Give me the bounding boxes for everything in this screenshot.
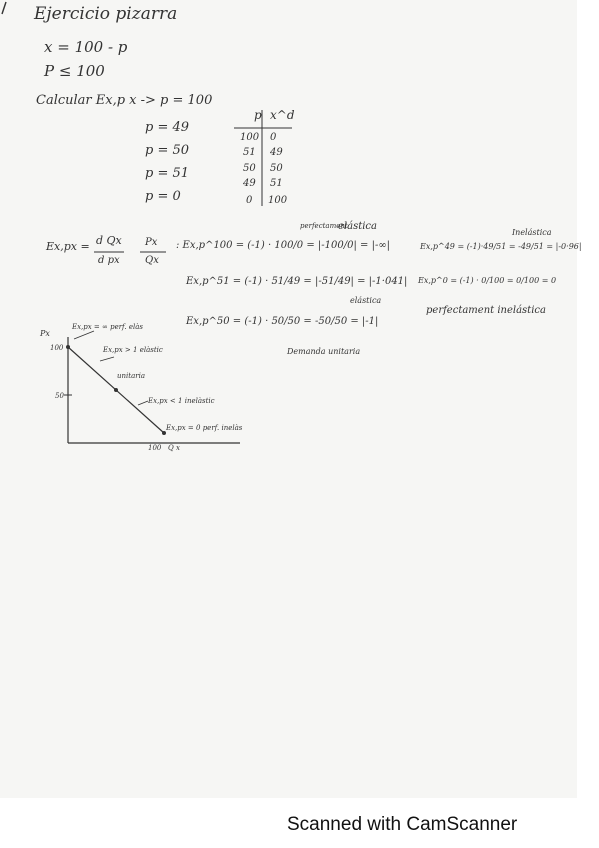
- elasticity-p51: Ex,p^51 = (-1) · 51/49 = |-51/49| = |-1·041|: [186, 276, 408, 287]
- p-value-51: p = 51: [145, 166, 190, 181]
- note-elastic-51: elástica: [350, 296, 382, 305]
- table-cell: 51: [243, 147, 256, 158]
- table-cell: 100: [268, 195, 288, 206]
- note-unit-demand: Demanda unitaria: [287, 347, 361, 356]
- table-cell: 49: [270, 147, 283, 158]
- note-elastic: elástica: [338, 221, 377, 232]
- graph-y-top: 100: [50, 344, 64, 352]
- table-cell: 50: [270, 163, 283, 174]
- table-cell: 50: [243, 163, 256, 174]
- elasticity-formula-lhs: Ex,px =: [46, 240, 90, 253]
- formula-frac1-num: d Qx: [96, 234, 122, 247]
- elasticity-p100: : Ex,p^100 = (-1) · 100/0 = |-100/0| = |-∞|: [176, 240, 391, 251]
- elasticity-p50: Ex,p^50 = (-1) · 50/50 = -50/50 = |-1|: [186, 316, 379, 327]
- graph-label-perfectly-elastic: Ex,px = ∞ perf. elàs: [72, 323, 143, 331]
- p-value-0: p = 0: [145, 189, 181, 204]
- graph-x-axis-label: Q x: [168, 444, 180, 452]
- table-cell: 0: [246, 195, 253, 206]
- camscanner-watermark: Scanned with CamScanner: [287, 814, 518, 835]
- graph-label-perfectly-inelastic: Ex,px = 0 perf. inelàs: [166, 424, 243, 432]
- note-inelastic: Inelástica: [512, 228, 552, 237]
- p-value-50: p = 50: [145, 143, 190, 158]
- equation-price-constraint: P ≤ 100: [44, 62, 105, 80]
- formula-frac2-den: Qx: [145, 255, 159, 266]
- graph-y-axis-label: Px: [40, 329, 50, 338]
- table-cell: 100: [240, 132, 260, 143]
- graph-label-inelastic: Ex,px < 1 inelàstic: [148, 397, 215, 405]
- calc-prompt: Calcular Ex,p x -> p = 100: [36, 93, 213, 108]
- elasticity-p0: Ex,p^0 = (-1) · 0/100 = 0/100 = 0: [418, 276, 557, 285]
- note-perfectly: perfectament: [300, 222, 348, 230]
- table-cell: 49: [243, 178, 256, 189]
- formula-fraction-bars: [94, 250, 170, 254]
- formula-frac2-num: Px: [145, 237, 158, 248]
- graph-y-mid: 50: [55, 392, 64, 400]
- note-perfectly-inelastic: perfectament inelástica: [426, 305, 546, 316]
- exercise-title: Ejercicio pizarra: [34, 4, 178, 24]
- graph-label-elastic: Ex,px > 1 elàstic: [103, 346, 163, 354]
- elasticity-p49: Ex,p^49 = (-1)·49/51 = -49/51 = |-0·96|: [420, 242, 582, 251]
- p-value-49: p = 49: [145, 120, 190, 135]
- table-header-xd: x^d: [270, 108, 295, 122]
- equation-demand: x = 100 - p: [44, 38, 128, 56]
- table-cell: 0: [270, 132, 277, 143]
- graph-label-unitary: unitaria: [117, 372, 145, 380]
- table-header-p: p: [254, 108, 262, 122]
- graph-x-end: 100: [148, 444, 162, 452]
- formula-frac1-den: d px: [98, 255, 120, 266]
- table-cell: 51: [270, 178, 283, 189]
